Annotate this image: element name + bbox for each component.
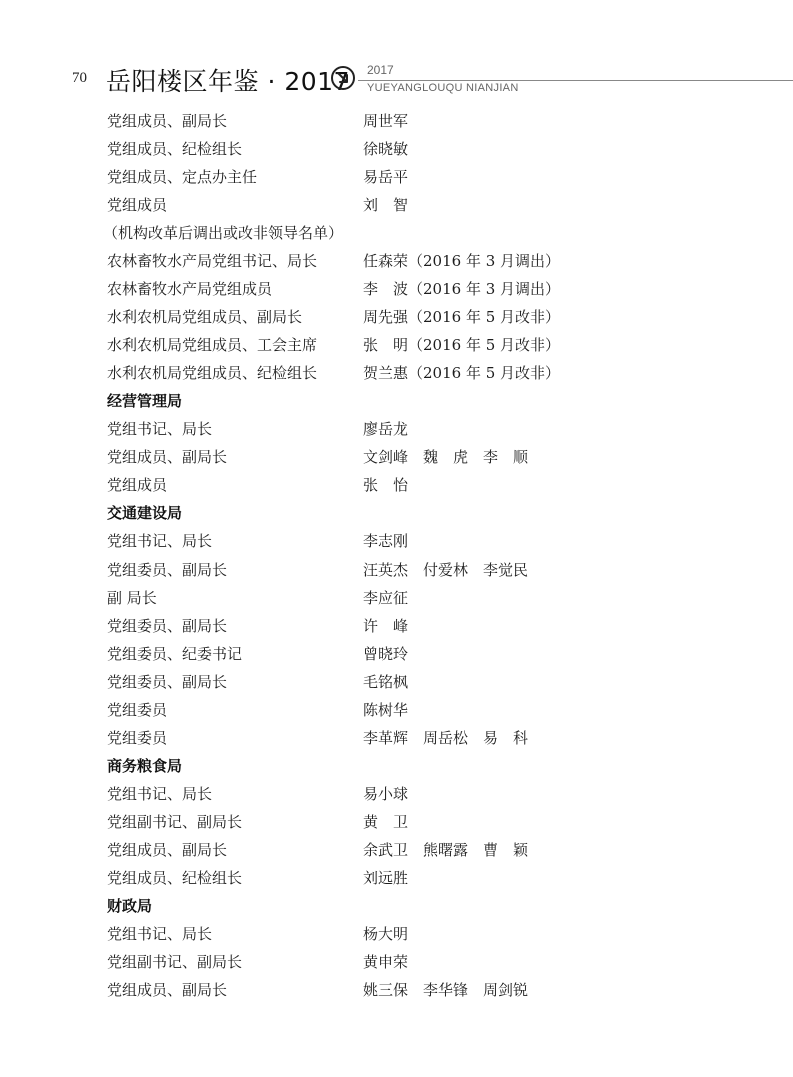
position-title: 党组委员、副局长: [107, 672, 228, 691]
person-names: 汪英杰 付爱林 李觉民: [363, 560, 529, 579]
personnel-row: [0, 106, 793, 134]
person-names: 李革辉 周岳松 易 科: [363, 728, 529, 747]
position-title: 水利农机局党组成员、副局长: [107, 308, 303, 327]
person-names: 姚三保 李华锋 周剑锐: [363, 980, 529, 999]
personnel-row: [0, 667, 793, 695]
section-heading: [0, 751, 793, 779]
personnel-row: [0, 779, 793, 807]
department-name: 交通建设局: [107, 504, 183, 523]
person-names: 易岳平: [363, 168, 409, 187]
personnel-row: [0, 947, 793, 975]
book-title: 岳阳楼区年鉴 · 2017: [106, 67, 350, 96]
position-title: 党组委员: [107, 728, 168, 747]
department-name: 经营管理局: [107, 392, 183, 411]
header-pinyin: YUEYANGLOUQU NIANJIAN: [367, 82, 519, 94]
position-title: 水利农机局党组成员、纪检组长: [107, 364, 318, 383]
header-rule: [358, 80, 793, 81]
person-names: 毛铭枫: [363, 672, 409, 691]
person-names: 易小球: [363, 784, 409, 803]
personnel-row: [0, 442, 793, 470]
person-names: 李 波（2016 年 3 月调出）: [363, 280, 561, 299]
person-names: 曾晓玲: [363, 644, 409, 663]
personnel-row: [0, 555, 793, 583]
position-title: 党组成员、副局长: [107, 980, 228, 999]
position-title: 党组副书记、副局长: [107, 812, 243, 831]
personnel-row: [0, 723, 793, 751]
page-header: [0, 0, 793, 100]
person-names: 文剑峰 魏 虎 李 顺: [363, 448, 529, 467]
personnel-row: [0, 246, 793, 274]
person-names: 黄 卫: [363, 812, 409, 831]
personnel-row: [0, 835, 793, 863]
page-number: 70: [72, 70, 87, 86]
person-names: 李应征: [363, 588, 409, 607]
position-title: 党组书记、局长: [107, 420, 213, 439]
personnel-row: [0, 695, 793, 723]
section-note: [0, 218, 793, 246]
person-names: 刘远胜: [363, 868, 409, 887]
person-names: 许 峰: [363, 616, 409, 635]
personnel-row: [0, 134, 793, 162]
section-heading: [0, 891, 793, 919]
personnel-row: [0, 162, 793, 190]
personnel-row: [0, 611, 793, 639]
position-title: 党组成员、纪检组长: [107, 140, 243, 159]
position-title: 党组成员、副局长: [107, 448, 228, 467]
department-name: 商务粮食局: [107, 756, 183, 775]
personnel-row: [0, 414, 793, 442]
position-title: 水利农机局党组成员、工会主席: [107, 336, 318, 355]
personnel-row: [0, 358, 793, 386]
position-title: 党组委员、副局长: [107, 616, 228, 635]
position-title: 党组委员: [107, 700, 168, 719]
department-name: 财政局: [107, 896, 153, 915]
person-names: 黄申荣: [363, 952, 409, 971]
position-title: 党组书记、局长: [107, 924, 213, 943]
personnel-row: [0, 274, 793, 302]
person-names: 余武卫 熊曙露 曹 颖: [363, 840, 529, 859]
section-heading: [0, 386, 793, 414]
personnel-row: [0, 975, 793, 1003]
position-title: 党组成员: [107, 196, 168, 215]
person-names: 张 怡: [363, 476, 409, 495]
person-names: 杨大明: [363, 924, 409, 943]
position-title: 党组成员、定点办主任: [107, 168, 258, 187]
position-title: 党组成员、副局长: [107, 112, 228, 130]
personnel-row: [0, 190, 793, 218]
personnel-list: [0, 106, 793, 1003]
position-title: （机构改革后调出或改非领导名单）: [103, 224, 344, 243]
personnel-row: [0, 807, 793, 835]
personnel-row: [0, 526, 793, 554]
section-heading: [0, 498, 793, 526]
position-title: 党组副书记、副局长: [107, 952, 243, 971]
personnel-row: [0, 919, 793, 947]
person-names: 任森荣（2016 年 3 月调出）: [363, 252, 561, 271]
person-names: 贺兰惠（2016 年 5 月改非）: [363, 364, 561, 383]
person-names: 李志刚: [363, 532, 409, 551]
personnel-row: [0, 583, 793, 611]
position-title: 党组书记、局长: [107, 784, 213, 803]
position-title: 党组成员、纪检组长: [107, 868, 243, 887]
person-names: 张 明（2016 年 5 月改非）: [363, 336, 561, 355]
position-title: 副 局长: [107, 588, 157, 607]
person-names: 周先强（2016 年 5 月改非）: [363, 308, 561, 327]
person-names: 陈树华: [363, 700, 409, 719]
person-names: 周世军: [363, 112, 409, 130]
personnel-row: [0, 470, 793, 498]
position-title: 党组成员、副局长: [107, 840, 228, 859]
position-title: 党组委员、副局长: [107, 560, 228, 579]
personnel-row: [0, 639, 793, 667]
circled-arrow-icon: [330, 65, 356, 91]
personnel-row: [0, 330, 793, 358]
person-names: 廖岳龙: [363, 420, 409, 439]
header-year: 2017: [367, 63, 394, 77]
person-names: 徐晓敏: [363, 140, 409, 159]
person-names: 刘 智: [363, 196, 409, 215]
personnel-row: [0, 302, 793, 330]
position-title: 农林畜牧水产局党组书记、局长: [107, 252, 318, 271]
position-title: 党组书记、局长: [107, 532, 213, 551]
position-title: 党组成员: [107, 476, 168, 495]
position-title: 农林畜牧水产局党组成员: [107, 280, 273, 299]
position-title: 党组委员、纪委书记: [107, 644, 243, 663]
personnel-row: [0, 863, 793, 891]
